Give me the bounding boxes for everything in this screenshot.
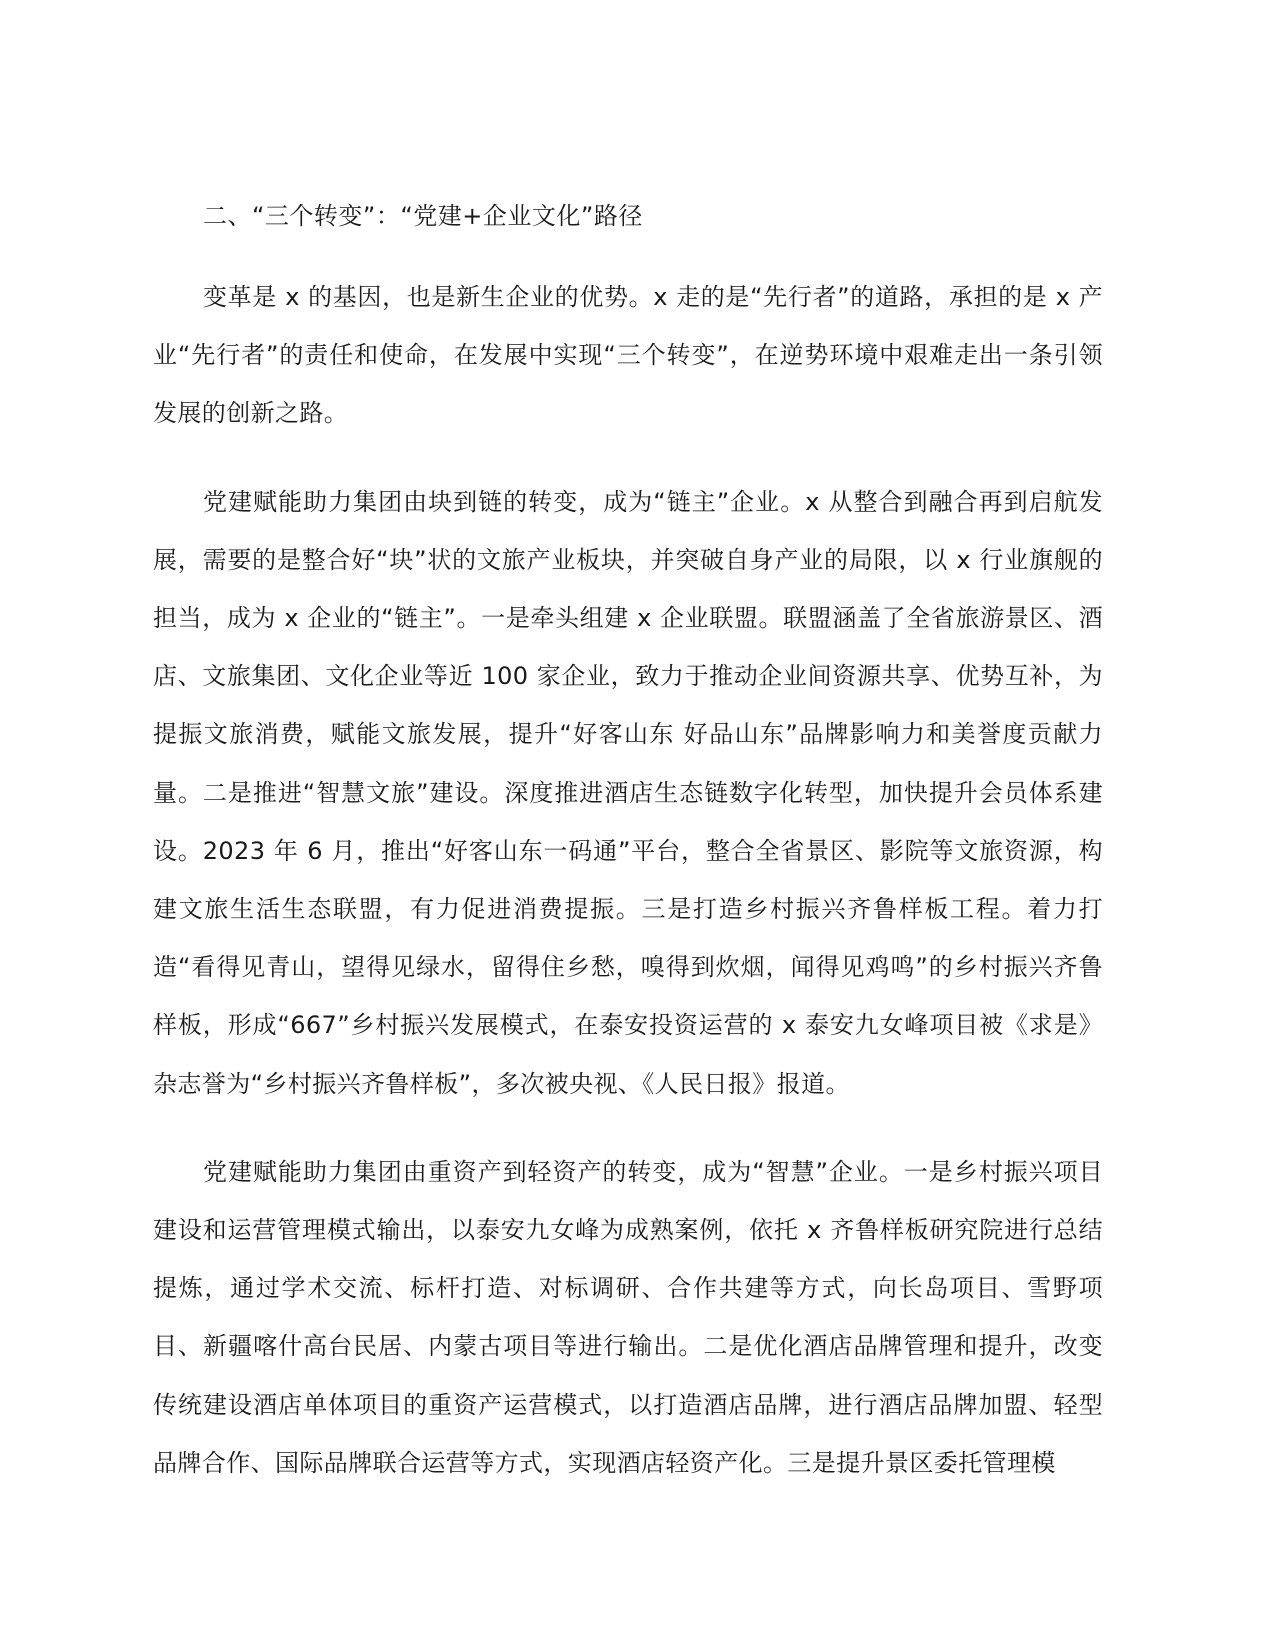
paragraph-intro: 变革是 x 的基因，也是新生企业的优势。x 走的是“先行者”的道路，承担的是 x 产业“先行者”的责任和使命，在发展中实现“三个转变”，在逆势环境中艰难走出一条引领发展的创新之路。 xyxy=(153,283,1103,428)
paragraph-chain-transformation: 党建赋能助力集团由块到链的转变，成为“链主”企业。x 从整合到融合再到启航发展，需要的是整合好“块”状的文旅产业板块，并突破自身产业的局限，以 x 行业旗舰的担当，成为 x 企业的“链主”。一是牵头组建 x 企业联盟。联盟涵盖了全省旅游景区、酒店、文旅集团、文化企业等近 100 家企业，致力于推动企业间资源共享、优势互补，为提振文旅消费，赋能文旅发展，提升“好客山东 好品山东”品牌影响力和美誉度贡献力量。二是推进“智慧文旅”建设。深度推进酒店生态链数字化转型，加快提升会员体系建设。2023 年 6 月，推出“好客山东一码通”平台，整合全省景区、影院等文旅资源，构建文旅生活生态联盟，有力促进消费提振。三是打造乡村振兴齐鲁样板工程。着力打造“看得见青山，望得见绿水，留得住乡愁，嗅得到炊烟，闻得见鸡鸣”的乡村振兴齐鲁样板，形成“667”乡村振兴发展模式，在泰安投资运营的 x 泰安九女峰项目被《求是》杂志誉为“乡村振兴齐鲁样板”，多次被央视、《人民日报》报道。 xyxy=(153,487,1103,1098)
document-body xyxy=(153,188,1103,1522)
paragraph-light-asset-transformation: 党建赋能助力集团由重资产到轻资产的转变，成为“智慧”企业。一是乡村振兴项目建设和运营管理模式输出，以泰安九女峰为成熟案例，依托 x 齐鲁样板研究院进行总结提炼，通过学术交流、标杆打造、对标调研、合作共建等方式，向长岛项目、雪野项目、新疆喀什高台民居、内蒙古项目等进行输出。二是优化酒店品牌管理和提升，改变传统建设酒店单体项目的重资产运营模式，以打造酒店品牌，进行酒店品牌加盟、轻型品牌合作、国际品牌联合运营等方式，实现酒店轻资产化。三是提升景区委托管理模 xyxy=(153,1157,1103,1477)
section-heading: 二、“三个转变”：“党建+企业文化”路径 xyxy=(203,202,643,230)
